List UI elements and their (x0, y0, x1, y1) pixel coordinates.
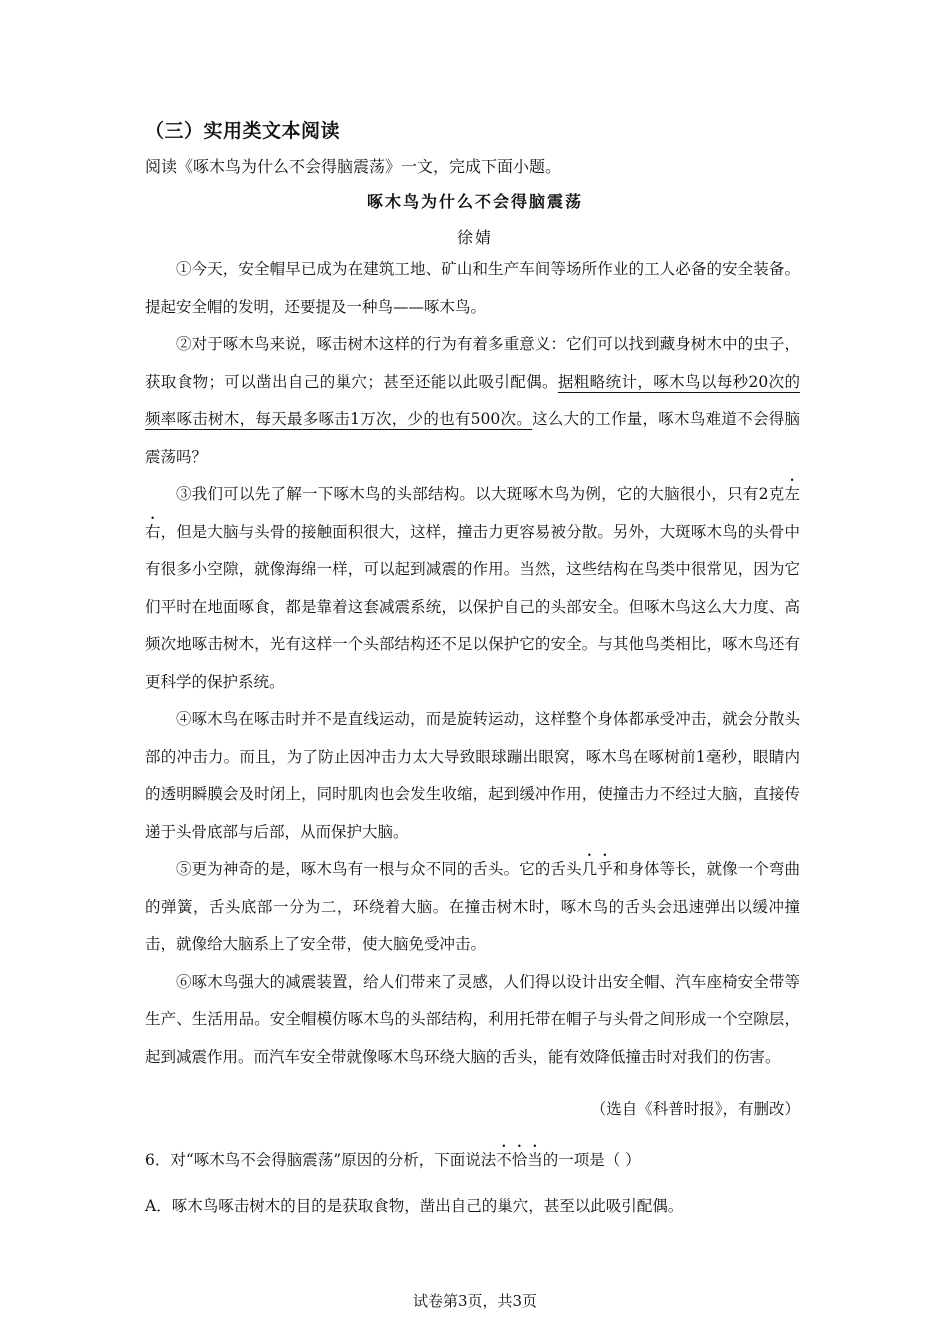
paragraph-6: ⑥啄木鸟强大的减震装置，给人们带来了灵感，人们得以设计出安全帽、汽车座椅安全带等生产、生活用品。安全帽模仿啄木鸟的头部结构，利用托带在帽子与头骨之间形成一个空隙层，起到减震作用。而汽车安全带就像啄木鸟环绕大脑的舌头，能有效降低撞击时对我们的伤害。 (145, 972, 800, 1066)
reading-instruction: 阅读《啄木鸟为什么不会得脑震荡》一文，完成下面小题。 (145, 157, 562, 176)
paragraph-2 (145, 326, 800, 476)
paragraph-2-text-a: ②对于啄木鸟来说，啄击树木这样的行为有着多重意义：它们可以找到藏身树木中的虫子，获取食物；可以凿出自己的巢穴；甚至还能以此吸引配偶。 (145, 335, 800, 391)
emphasized-word-buqiadang: 不恰当 (496, 1151, 543, 1169)
paragraph-5-text-a: ⑤更为神奇的是，啄木鸟有一根与众不同的舌头。它的舌头 (176, 860, 582, 878)
emphasized-word-jihu: 几乎 (581, 860, 613, 878)
question-text-a: 6．对“啄木鸟不会得脑震荡”原因的分析，下面说法 (145, 1151, 497, 1169)
paragraph-3 (145, 476, 800, 701)
emphasized-word-zuoyou: 左右 (145, 485, 800, 541)
paragraph-1: ①今天，安全帽早已成为在建筑工地、矿山和生产车间等场所作业的工人必备的安全装备。提起安全帽的发明，还要提及一种鸟——啄木鸟。 (145, 260, 800, 316)
article-author: 徐婧 (456, 228, 493, 247)
paragraph-5-text-b: 和身体等长，就像一个弯曲的弹簧，舌头底部一分为二，环绕着大脑。在撞击树木时，啄木鸟的舌头会迅速弹出以缓冲撞击，就像给大脑系上了安全带，使大脑免受冲击。 (145, 860, 800, 953)
question-6-stem (145, 1142, 641, 1170)
article-title: 啄木鸟为什么不会得脑震荡 (366, 192, 583, 211)
paragraph-3-text-a: ③我们可以先了解一下啄木鸟的头部结构。以大斑啄木鸟为例，它的大脑很小，只有2克 (176, 485, 785, 503)
paragraph-2-text-b: 这么大的工作量，啄木鸟难道不会得脑震荡吗？ (145, 410, 800, 466)
article-source: （选自《科普时报》，有删改） (590, 1100, 800, 1118)
underlined-sentence: 据粗略统计，啄木鸟以每秒20次的频率啄击树木，每天最多啄击1万次，少的也有500次。 (145, 372, 800, 428)
page-footer: 试卷第3页，共3页 (412, 1292, 538, 1310)
option-a: A．啄木鸟啄击树木的目的是获取食物，凿出自己的巢穴，甚至以此吸引配偶。 (145, 1197, 684, 1215)
paragraph-3-text-b: ，但是大脑与头骨的接触面积很大，这样，撞击力更容易被分散。另外，大斑啄木鸟的头骨中有很多小空隙，就像海绵一样，可以起到减震的作用。当然，这些结构在鸟类中很常见，因为它们平时在地面啄食，都是靠着这套减震系统，以保护自己的头部安全。但啄木鸟这么大力度、高频次地啄击树木，光有这样一个头部结构还不足以保护它的安全。与其他鸟类相比，啄木鸟还有更科学的保护系统。 (145, 522, 800, 691)
paragraph-4: ④啄木鸟在啄击时并不是直线运动，而是旋转运动，这样整个身体都承受冲击，就会分散头部的冲击力。而且，为了防止因冲击力太大导致眼球蹦出眼窝，啄木鸟在啄树前1毫秒，眼睛内的透明瞬膜会及时闭上，同时肌肉也会发生收缩，起到缓冲作用，使撞击力不经过大脑，直接传递于头骨底部与后部，从而保护大脑。 (145, 710, 800, 841)
article-body (145, 251, 800, 1076)
section-title: （三）实用类文本阅读 (145, 120, 341, 142)
question-text-b: 的一项是（ ） (542, 1151, 641, 1169)
paragraph-5 (145, 851, 800, 964)
